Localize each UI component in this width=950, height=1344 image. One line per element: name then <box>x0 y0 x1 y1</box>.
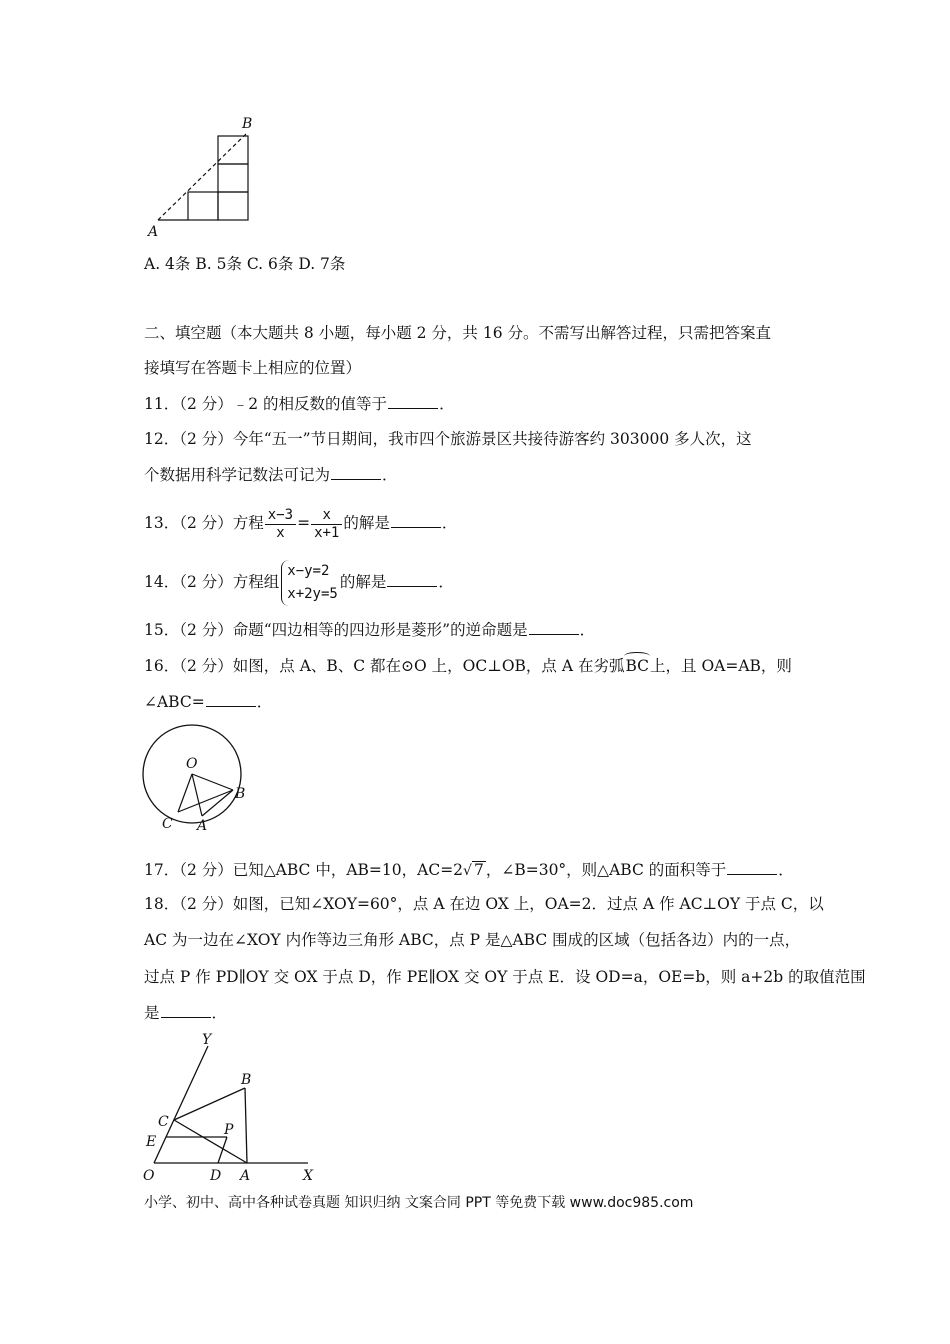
question-12-line1: 12．（2 分）今年“五一”节日期间，我市四个旅游景区共接待游客约 303000 多人次，这 <box>144 430 752 448</box>
question-16-line2: ∠ABC= ． <box>144 693 273 711</box>
label-o: O <box>186 756 198 772</box>
fraction-1: $\frac{x-3}{x}$ <box>265 507 296 542</box>
label-x: X <box>303 1168 313 1184</box>
question-11: 11．（2 分）﹣2 的相反数的值等于 ． <box>144 395 455 413</box>
section2-heading-line1: 二、填空题（本大题共 8 小题，每小题 2 分，共 16 分。不需写出解答过程，只需把答案直 <box>144 324 772 342</box>
question-18-line4: 是 ． <box>144 1004 228 1022</box>
fraction-2: $\frac{x}{x+1}$ <box>311 507 342 542</box>
question-18-line2: AC 为一边在∠XOY 内作等边三角形 ABC，点 P 是△ABC 围成的区域（包括各边）内的一点， <box>144 931 801 949</box>
label-a: A <box>197 818 208 834</box>
question-12-line2: 个数据用科学记数法可记为 ． <box>144 466 398 484</box>
label-d: D <box>210 1168 222 1184</box>
label-c: C <box>162 816 173 832</box>
question-14: 14．（2 分）方程组 x−y=2 x+2y=5 的解是 ． <box>144 558 454 606</box>
label-b: B <box>235 786 246 802</box>
label-o: O <box>143 1168 155 1184</box>
label-a: A <box>148 224 159 240</box>
answer-blank[interactable] <box>391 513 441 528</box>
section2-heading-line2: 接填写在答题卡上相应的位置） <box>144 359 362 377</box>
page-footer: 小学、初中、高中各种试卷真题 知识归纳 文案合同 PPT 等免费下载 www.doc985.com <box>144 1195 694 1211</box>
sqrt-radicand: 7 <box>473 861 484 879</box>
label-b: B <box>241 1072 252 1088</box>
label-y: Y <box>202 1032 212 1048</box>
ray-oy <box>154 1046 208 1163</box>
question-17: 17．（2 分）已知△ABC 中，AB=10，AC=2√ 7 ，∠B=30°，则△ABC 的面积等于 ． <box>144 861 794 879</box>
answer-blank[interactable] <box>206 692 256 707</box>
answer-blank[interactable] <box>161 1003 211 1018</box>
answer-blank[interactable] <box>727 860 777 875</box>
answer-blank[interactable] <box>331 465 381 480</box>
question-13: 13．（2 分）方程 $\frac{x-3}{x}$ = $\frac{x}{x+1}$ 的解是 ． <box>144 506 458 541</box>
label-p: P <box>224 1122 234 1138</box>
label-c: C <box>158 1114 169 1130</box>
answer-blank[interactable] <box>529 620 579 635</box>
arc-bc: BC <box>625 657 650 675</box>
question-16-line1: 16．（2 分）如图，点 A、B、C 都在⊙O 上，OC⊥OB，点 A 在劣弧BC上，且 OA=AB，则 <box>144 657 792 675</box>
question-18-line3: 过点 P 作 PD∥OY 交 OX 于点 D，作 PE∥OX 交 OY 于点 E．设 OD=a，OE=b，则 a+2b 的取值范围 <box>144 968 866 986</box>
equation-system: x−y=2 x+2y=5 <box>281 560 338 606</box>
circle-figure <box>140 718 265 838</box>
angle-figure <box>140 1030 340 1190</box>
grid-figure <box>140 112 270 242</box>
answer-blank[interactable] <box>387 572 437 587</box>
label-a: A <box>240 1168 251 1184</box>
question-18-line1: 18．（2 分）如图，已知∠XOY=60°，点 A 在边 OX 上，OA=2．过点 A 作 AC⊥OY 于点 C，以 <box>144 895 824 913</box>
label-b: B <box>242 116 253 132</box>
question-15: 15．（2 分）命题“四边相等的四边形是菱形”的逆命题是 ． <box>144 621 596 639</box>
label-e: E <box>146 1134 157 1150</box>
q10-options: A. 4条 B. 5条 C. 6条 D. 7条 <box>144 255 346 273</box>
segment-ab <box>158 132 248 220</box>
answer-blank[interactable] <box>388 394 438 409</box>
